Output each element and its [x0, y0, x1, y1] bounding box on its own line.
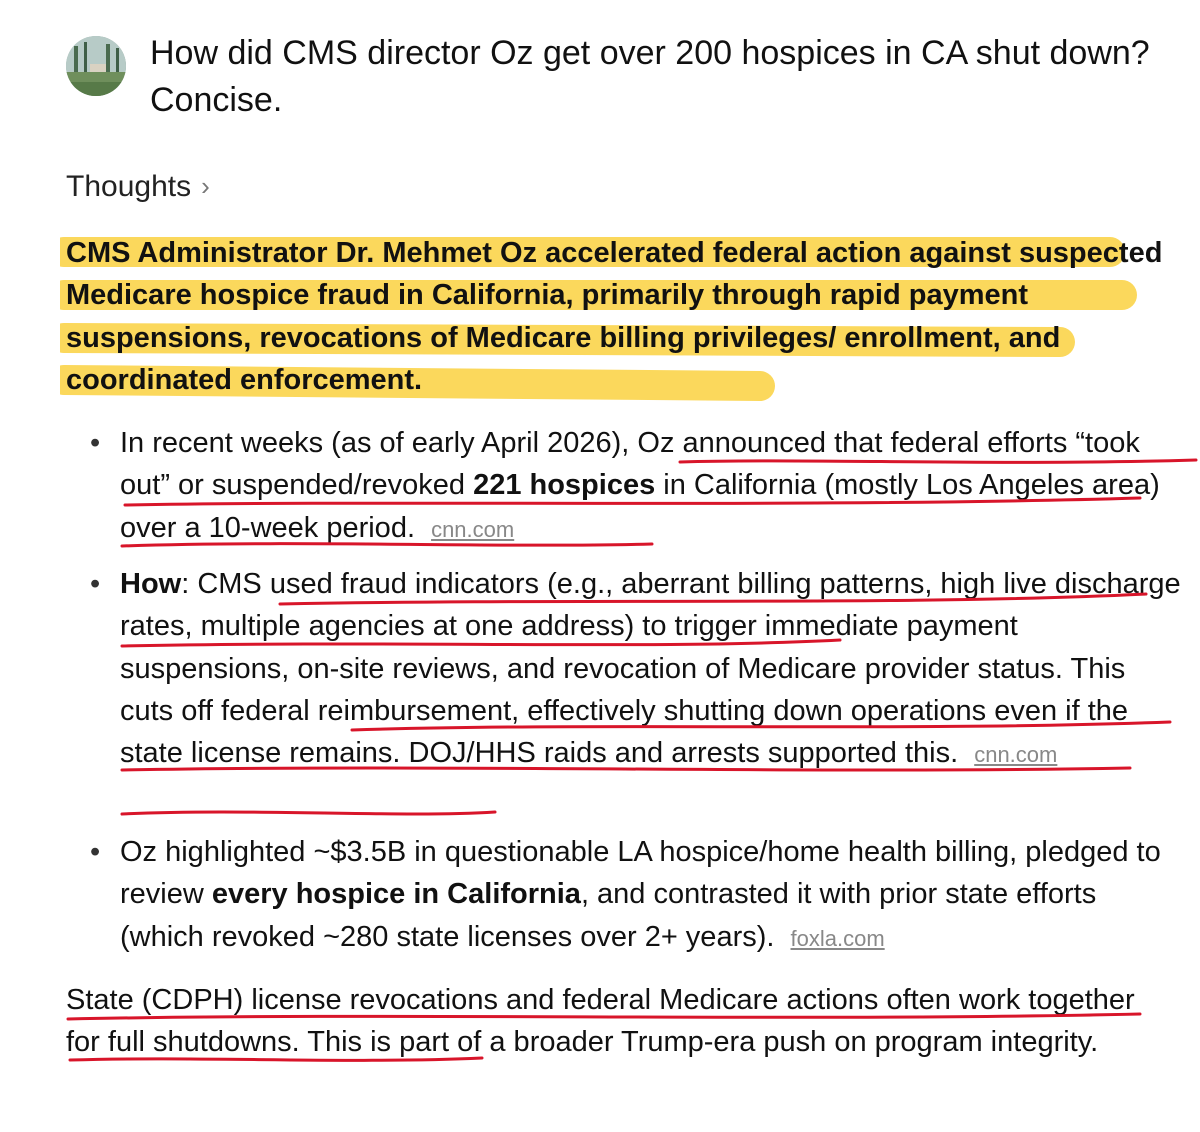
thoughts-toggle[interactable]: [66, 167, 210, 207]
bullet-text: in California (mostly Los Angeles area) over a 10-week period.: [120, 469, 1160, 544]
bullet-dot-icon: •: [90, 427, 101, 459]
source-link-foxla[interactable]: foxla.com: [790, 925, 885, 951]
source-link-cnn[interactable]: cnn.com: [431, 516, 515, 542]
bullet-text: In recent weeks (as of early April 2026), Oz announced that federal efforts “took out” or suspended/revoked: [120, 427, 1140, 502]
bullet-dot-icon: •: [90, 836, 101, 868]
bullet-bold-text: How: [120, 568, 182, 600]
user-question: How did CMS director Oz get over 200 hospices in CA shut down? Concise.: [150, 34, 1150, 119]
avatar: [66, 36, 126, 96]
bullet-text: , and contrasted it with prior state efforts (which revoked ~280 state licenses over 2+ years).: [120, 878, 1097, 953]
bullet-text: : CMS used fraud indicators (e.g., aberrant billing patterns, high live discharge rates, multiple agencies at one address) to trigger immediate payment suspensions, on-site reviews, and revocation of Medicare provider status. This cuts off federal reimbursement, effectively shutting down operations even if the state license remains. DOJ/HHS raids and arrests supported this.: [120, 568, 1181, 770]
answer-closing: State (CDPH) license revocations and federal Medicare actions often work together for full shutdowns. This is part of a broader Trump-era push on program integrity.: [66, 984, 1135, 1059]
bullet-bold-text: every hospice in California: [211, 878, 581, 911]
source-link-cnn[interactable]: cnn.com: [974, 742, 1058, 768]
answer-summary: CMS Administrator Dr. Mehmet Oz accelerated federal action against suspected Medicare hospice fraud in California, primarily through rapid payment suspensions, revocations of Medicare billing privileges/ enrollment, and coordinated enforcement.: [66, 237, 1163, 396]
thoughts-label: Thoughts: [66, 170, 192, 203]
chevron-right-icon: ›: [201, 171, 210, 201]
bullet-dot-icon: •: [90, 568, 101, 600]
bullet-bold-text: 221 hospices: [473, 469, 656, 502]
landscape-icon: [66, 36, 126, 96]
bullet-text: Oz highlighted ~$3.5B in questionable LA hospice/home health billing, pledged to review: [120, 836, 1161, 911]
